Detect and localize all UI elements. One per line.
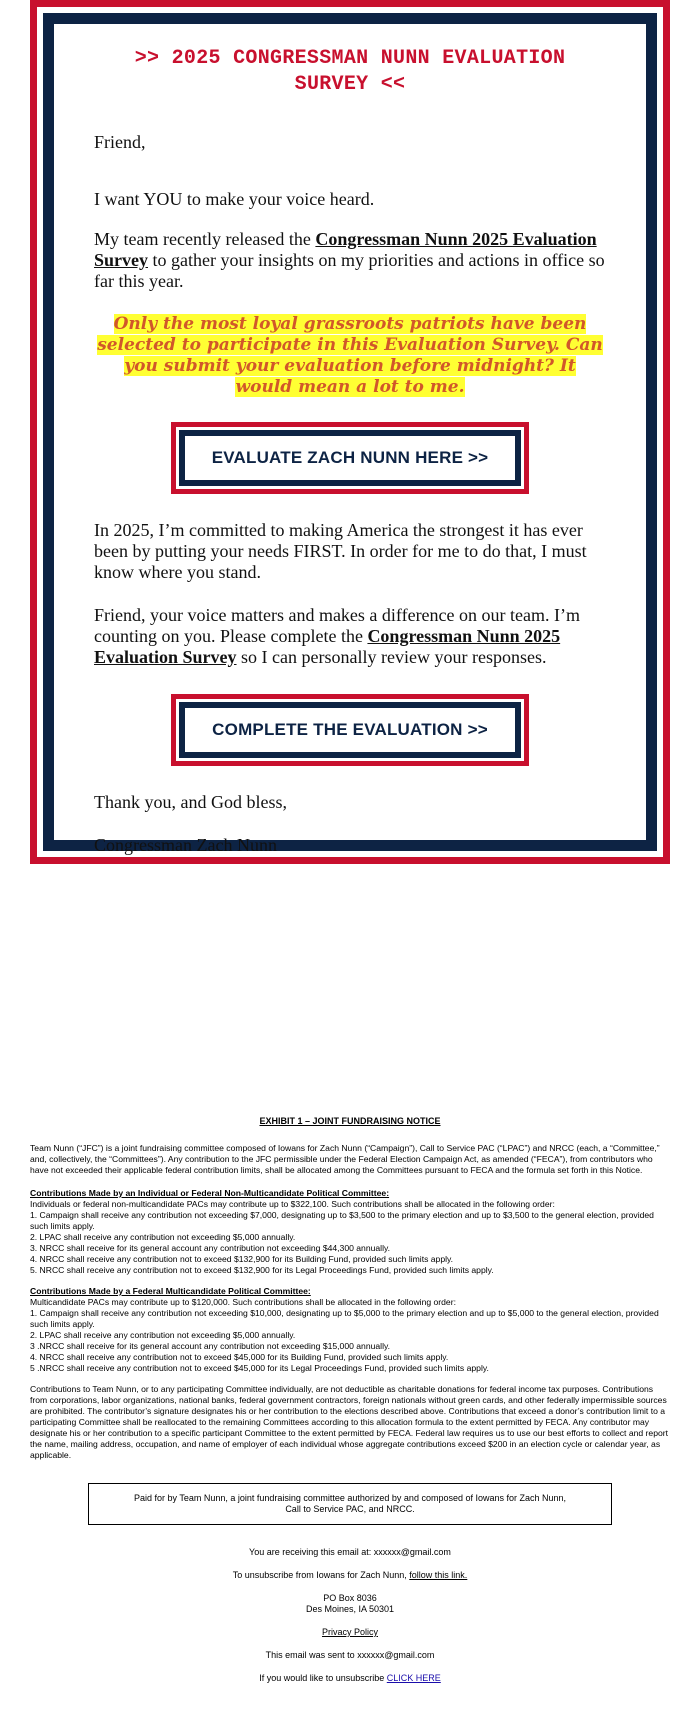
- paragraph-survey-intro: [94, 229, 606, 292]
- individual-contributions: [0, 1188, 700, 1276]
- email-frame-navy: [43, 13, 657, 855]
- sent-to: This email was sent to xxxxxx@gmail.com: [265, 1650, 435, 1660]
- survey-link[interactable]: Congressman Nunn 2025 Evaluation Survey: [94, 229, 597, 270]
- jfc-intro: Team Nunn (“JFC”) is a joint fundraising committee composed of Iowans for Zach Nunn (“Campaign”), Call to Service PAC (“LPAC”) and NRCC (each, a “Committee,” and, collectively, the “Committees”). Any contribution to the JFC permissible under the Federal Election Campaign Act, as amended (“FECA”), from contributors who have not exceeded their applicable federal contribution limits, shall be allocated among the Committees pursuant to FECA and the formula set forth in this Notice.: [30, 1143, 660, 1175]
- button-frame-white: [176, 427, 524, 489]
- multi-line: 3 .NRCC shall receive for its general account any contribution not exceeding $15,000 annually.: [30, 1341, 391, 1351]
- click-here-link[interactable]: CLICK HERE: [386, 1673, 441, 1683]
- address-line: PO Box 8036: [323, 1593, 377, 1603]
- unsubscribe-link[interactable]: follow this link.: [409, 1570, 468, 1580]
- multicandidate-contributions: [0, 1286, 700, 1374]
- individual-heading: Contributions Made by an Individual or Federal Non-Multicandidate Political Committee:: [30, 1188, 390, 1198]
- signature: Congressman Zach Nunn: [94, 835, 277, 855]
- multi-heading: Contributions Made by a Federal Multicandidate Political Committee:: [30, 1286, 311, 1296]
- evaluate-button[interactable]: EVALUATE ZACH NUNN HERE >>: [185, 436, 515, 480]
- email-frame-red: [30, 0, 670, 864]
- paragraph-text: Friend, your voice matters and makes a difference on our team. I’m counting on you. Please complete the: [94, 605, 580, 646]
- individual-line: Individuals or federal non-multicandidate PACs may contribute up to $322,100. Such contributions shall be allocated in the following order:: [30, 1199, 555, 1209]
- privacy-line: [0, 1627, 700, 1638]
- receiving-email: You are receiving this email at: xxxxxx@gmail.com: [249, 1547, 451, 1557]
- paragraph-commitment: In 2025, I’m committed to making America the strongest it has ever been by putting your needs FIRST. In order for me to do that, I must know where you stand.: [94, 520, 587, 582]
- mailing-address: [0, 1593, 700, 1615]
- paragraph-voice: I want YOU to make your voice heard.: [94, 189, 375, 209]
- multi-line: 4. NRCC shall receive any contribution not to exceed $45,000 for its Building Fund, provided such limits apply.: [30, 1352, 449, 1362]
- individual-line: 3. NRCC shall receive for its general account any contribution not exceeding $44,300 annually.: [30, 1243, 391, 1253]
- unsubscribe-line-2: [0, 1673, 700, 1684]
- individual-line: 1. Campaign shall receive any contribution not exceeding $7,000, designating up to $3,500 to the primary election and up to $3,500 to the general election, provided such limits apply.: [30, 1210, 654, 1231]
- address-line: Des Moines, IA 50301: [305, 1604, 395, 1614]
- multi-line: 1. Campaign shall receive any contribution not exceeding $10,000, designating up to $5,000 to the primary election and up to $5,000 to the general election, provided such limits apply.: [30, 1308, 659, 1329]
- unsubscribe-text: If you would like to unsubscribe: [259, 1673, 387, 1683]
- multi-line: 5 .NRCC shall receive any contribution not to exceed $45,000 for its Legal Proceedings Fund, provided such limits apply.: [30, 1363, 489, 1373]
- button-frame-navy: [179, 702, 521, 758]
- greeting: Friend,: [94, 132, 146, 152]
- individual-line: 5. NRCC shall receive any contribution not to exceed $132,900 for its Legal Proceedings Fund, provided such limits apply.: [30, 1265, 494, 1275]
- button-frame-navy: [179, 430, 521, 486]
- footer: [0, 1110, 700, 1696]
- evaluate-button-frame: [171, 422, 529, 494]
- closing: Thank you, and God bless,: [94, 792, 287, 812]
- paragraph-text: My team recently released the: [94, 229, 316, 249]
- survey-link[interactable]: Congressman Nunn 2025 Evaluation Survey: [94, 626, 561, 667]
- survey-title: >> 2025 CONGRESSMAN NUNN EVALUATION SURVEY <<: [134, 47, 566, 96]
- individual-line: 2. LPAC shall receive any contribution not exceeding $5,000 annually.: [30, 1232, 296, 1242]
- tax-disclaimer: Contributions to Team Nunn, or to any participating Committee individually, are not deductible as charitable donations for federal income tax purposes. Contributions from corporations, labor organizations, national banks, federal government contractors, foreign nationals without green cards, and other federally impermissible sources are prohibited. The contributor’s signature designates his or her contribution to the elections described above. Contributions that exceed a donor’s contribution limit to a participating Committee shall be reallocated to the remaining Committees according to this allocation formula to the extent permitted by FECA. Any contributor may designate his or her contribution to a specific participant Committee to the extent permitted by FECA. Federal law requires us to use our best efforts to collect and report the name, mailing address, occupation, and name of employer of each individual whose aggregate contributions exceed $200 in an election cycle or calendar year, as applicable.: [30, 1384, 669, 1460]
- button-frame-white: [176, 699, 524, 761]
- email-body: [54, 24, 646, 855]
- highlight-text: Only the most loyal grassroots patriots have been selected to participate in this Evaluation Survey. Can you submit your evaluation before midnight? It would mean a lot to me.: [97, 314, 603, 397]
- unsubscribe-line: [0, 1570, 700, 1581]
- exhibit-title: EXHIBIT 1 – JOINT FUNDRAISING NOTICE: [259, 1116, 441, 1126]
- unsubscribe-text: To unsubscribe from Iowans for Zach Nunn,: [232, 1570, 410, 1580]
- complete-evaluation-button[interactable]: COMPLETE THE EVALUATION >>: [185, 708, 515, 752]
- multi-line: Multicandidate PACs may contribute up to $120,000. Such contributions shall be allocated in the following order:: [30, 1297, 456, 1307]
- paid-for-text: Paid for by Team Nunn, a joint fundraising committee authorized by and composed of Iowans for Zach Nunn, Call to Service PAC, and NRCC.: [133, 1493, 567, 1514]
- paid-for-box: [88, 1483, 612, 1525]
- individual-line: 4. NRCC shall receive any contribution not to exceed $132,900 for its Building Fund, provided such limits apply.: [30, 1254, 454, 1264]
- email-frame-white: [37, 7, 663, 857]
- paragraph-text: to gather your insights on my priorities and actions in office so far this year.: [94, 250, 605, 291]
- paragraph-voice-matters: [94, 605, 606, 668]
- highlight-callout: [94, 314, 606, 398]
- paragraph-text: so I can personally review your responses.: [236, 647, 547, 667]
- complete-button-frame: [171, 694, 529, 766]
- multi-line: 2. LPAC shall receive any contribution not exceeding $5,000 annually.: [30, 1330, 296, 1340]
- privacy-policy-link[interactable]: Privacy Policy: [321, 1627, 378, 1637]
